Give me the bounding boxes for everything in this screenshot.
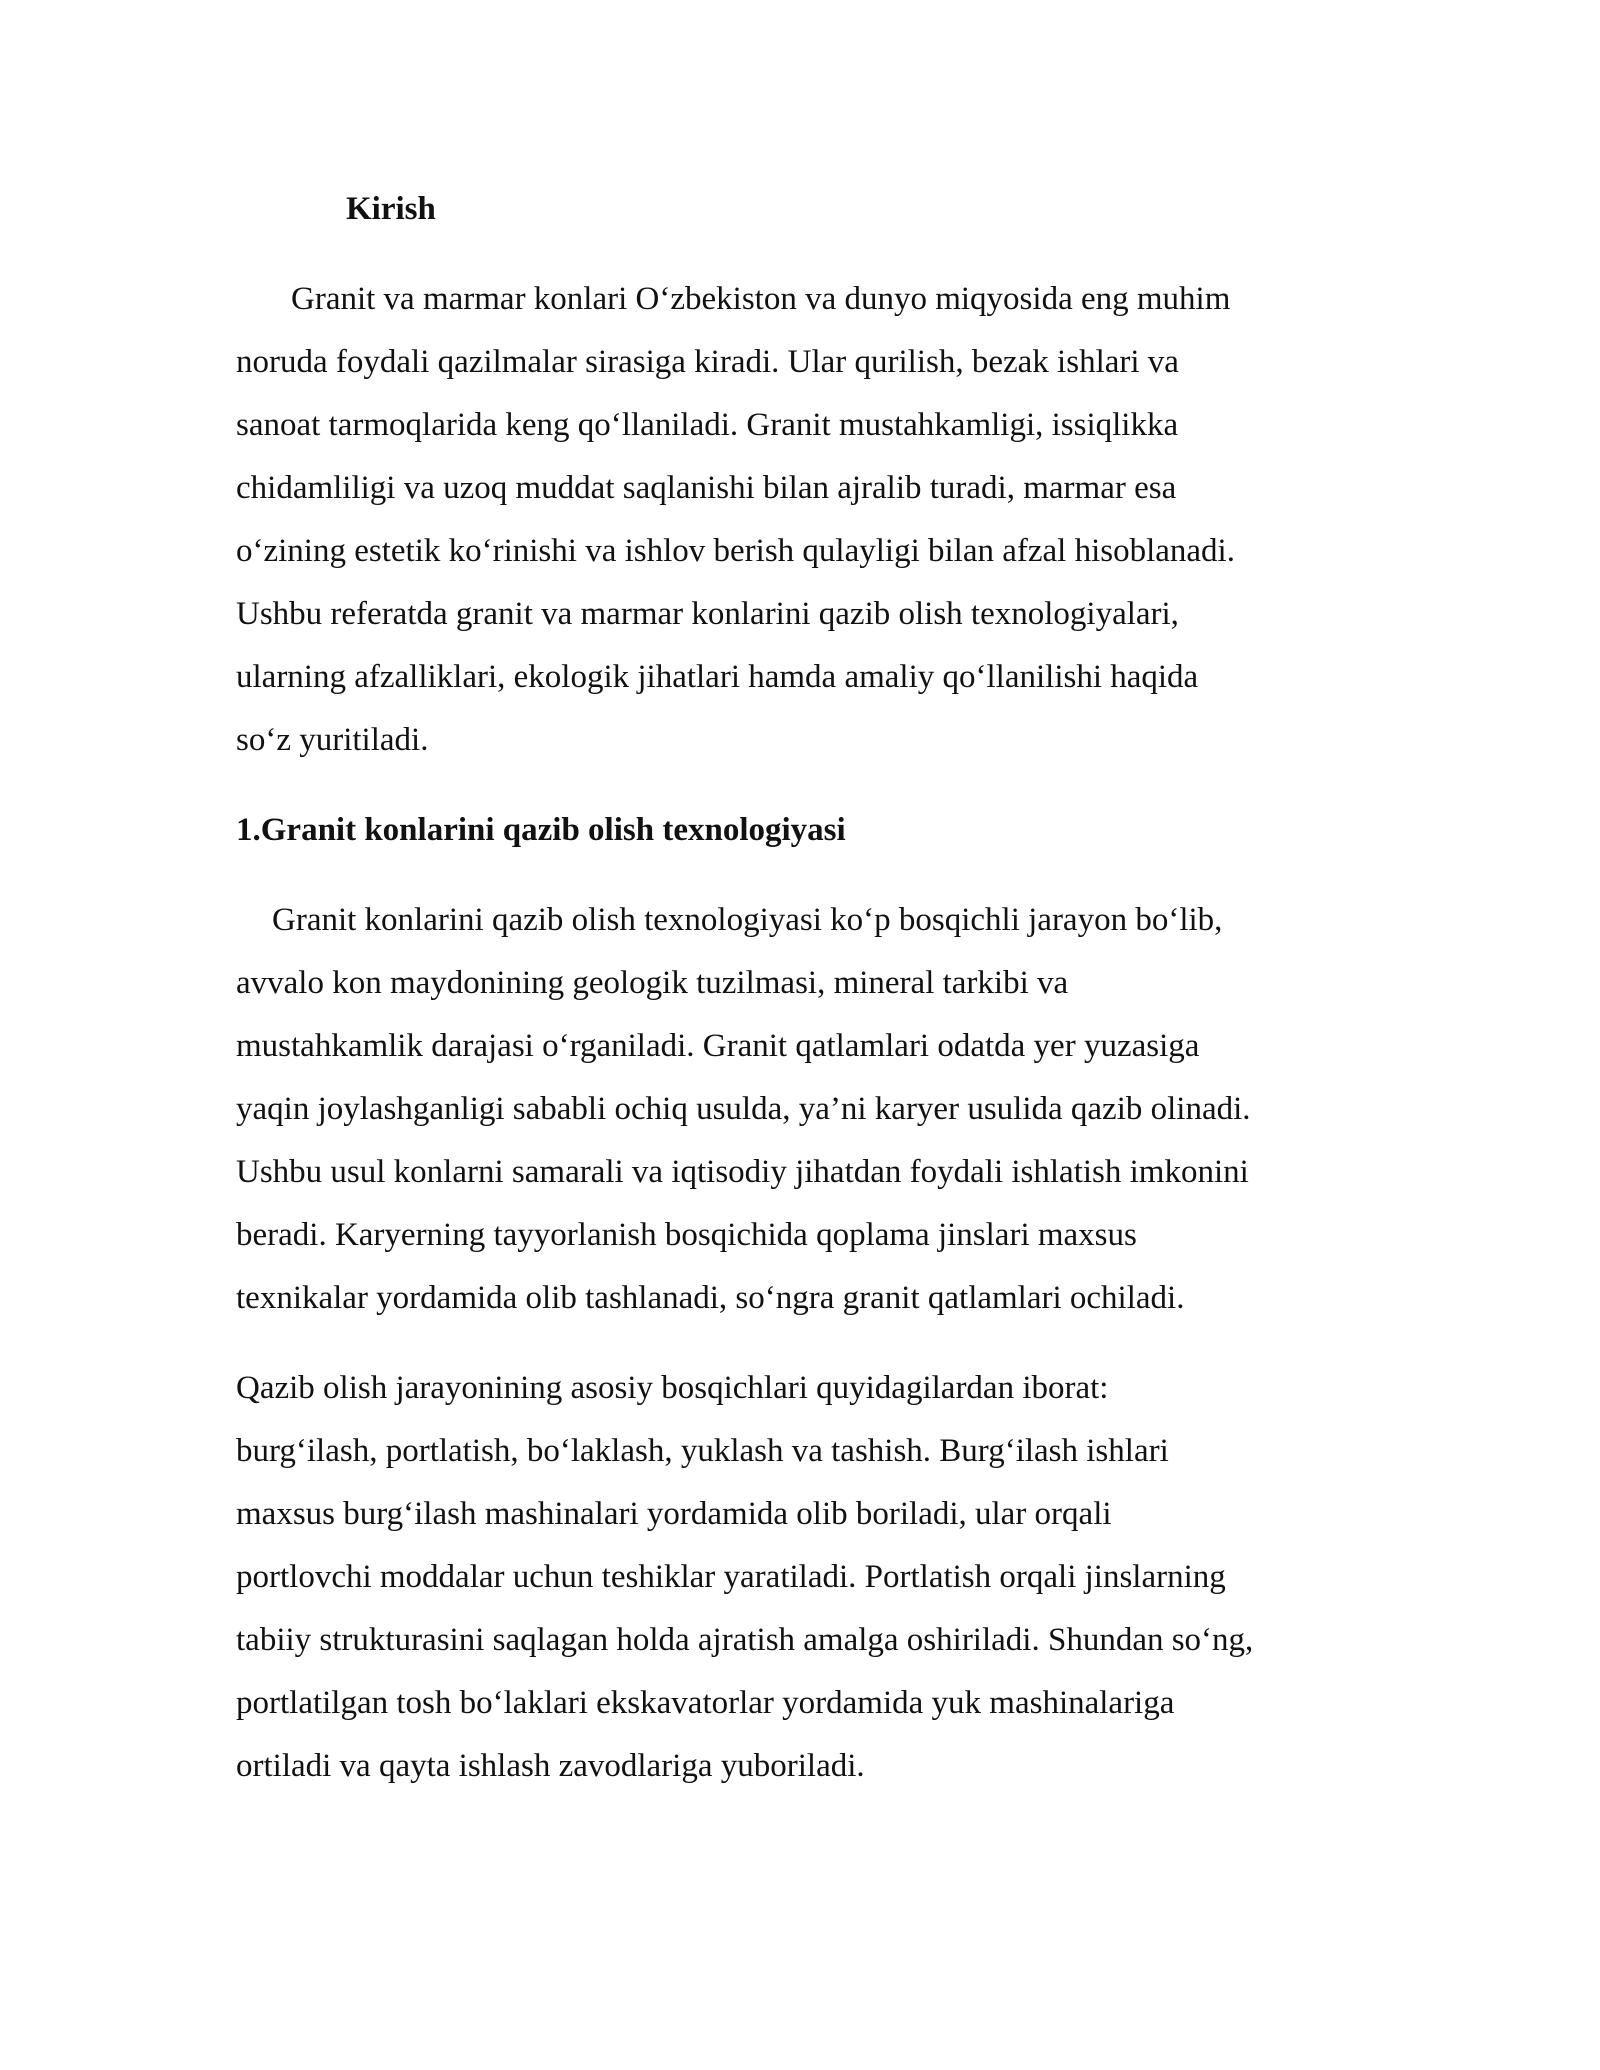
paragraph-line: sanoat tarmoqlarida keng qo‘llaniladi. Granit mustahkamligi, issiqlikka [236,407,1179,443]
paragraph-line: texnikalar yordamida olib tashlanadi, so‘ngra granit qatlamlari ochiladi. [236,1280,1185,1316]
paragraph-line: o‘zining estetik ko‘rinishi va ishlov berish qulayligi bilan afzal hisoblanadi. [236,533,1235,569]
section-1-paragraph-2 [236,1357,1376,1798]
paragraph-line: chidamliligi va uzoq muddat saqlanishi bilan ajralib turadi, marmar esa [236,470,1177,506]
paragraph-line: Granit va marmar konlari O‘zbekiston va dunyo miqyosida eng muhim [291,281,1231,317]
paragraph-line: Ushbu usul konlarni samarali va iqtisodiy jihatdan foydali ishlatish imkonini [236,1154,1249,1190]
intro-heading: Kirish [346,191,436,227]
paragraph-line: portlovchi moddalar uchun teshiklar yaratiladi. Portlatish orqali jinslarning [236,1559,1226,1595]
paragraph-line: Granit konlarini qazib olish texnologiyasi ko‘p bosqichli jarayon bo‘lib, [272,902,1223,938]
section-1-heading: 1.Granit konlarini qazib olish texnologiyasi [236,812,846,848]
paragraph-line: noruda foydali qazilmalar sirasiga kiradi. Ular qurilish, bezak ishlari va [236,344,1179,380]
document-body [236,178,1376,1798]
paragraph-line: Ushbu referatda granit va marmar konlarini qazib olish texnologiyalari, [236,596,1179,632]
paragraph-line: avvalo kon maydonining geologik tuzilmasi, mineral tarkibi va [236,965,1069,1001]
paragraph-line: beradi. Karyerning tayyorlanish bosqichida qoplama jinslari maxsus [236,1217,1137,1253]
paragraph-line: burg‘ilash, portlatish, bo‘laklash, yuklash va tashish. Burg‘ilash ishlari [236,1433,1169,1469]
paragraph-line: yaqin joylashganligi sababli ochiq usulda, ya’ni karyer usulida qazib olinadi. [236,1091,1251,1127]
paragraph-line: so‘z yuritiladi. [236,722,429,758]
paragraph-line: tabiiy strukturasini saqlagan holda ajratish amalga oshiriladi. Shundan so‘ng, [236,1622,1254,1658]
paragraph-line: ularning afzalliklari, ekologik jihatlari hamda amaliy qo‘llanilishi haqida [236,659,1199,695]
paragraph-line: Qazib olish jarayonining asosiy bosqichlari quyidagilardan iborat: [236,1370,1109,1406]
intro-paragraph [236,268,1376,772]
paragraph-line: portlatilgan tosh bo‘laklari ekskavatorlar yordamida yuk mashinalariga [236,1685,1175,1721]
paragraph-line: ortiladi va qayta ishlash zavodlariga yuboriladi. [236,1748,865,1784]
paragraph-line: mustahkamlik darajasi o‘rganiladi. Granit qatlamlari odatda yer yuzasiga [236,1028,1200,1064]
paragraph-line: maxsus burg‘ilash mashinalari yordamida olib boriladi, ular orqali [236,1496,1112,1532]
section-1-paragraph-1 [236,889,1376,1330]
